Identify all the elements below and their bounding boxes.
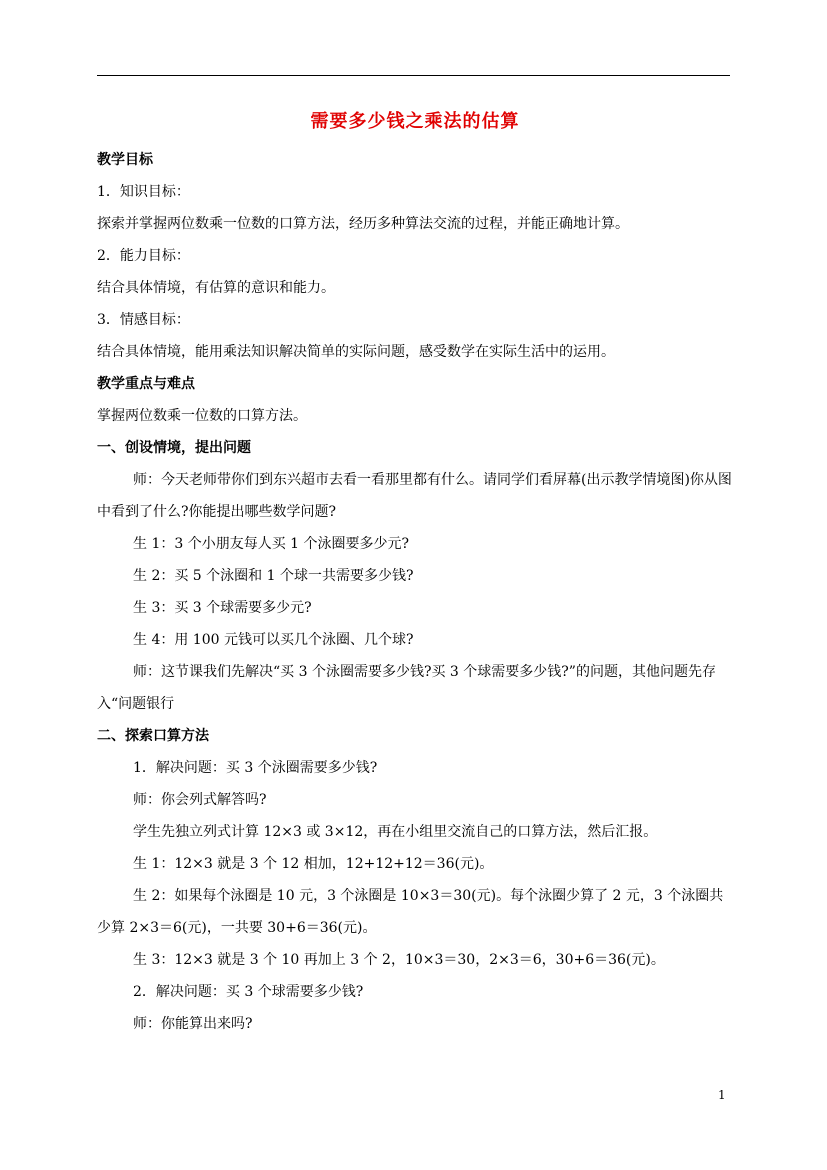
- part-2-heading: 二、探索口算方法: [97, 728, 209, 744]
- document-body: [97, 100, 733, 1040]
- teacher-paragraph-1: 师：今天老师带你们到东兴超市去看一看那里都有什么。请同学们看屏幕(出示教学情境图)你从图中看到了什么?你能提出哪些数学问题?: [97, 472, 732, 520]
- objectives-heading: 教学目标: [97, 152, 153, 168]
- key-points-heading: 教学重点与难点: [97, 376, 195, 392]
- header-rule: [97, 75, 730, 76]
- student-1-question: 生 1：3 个小朋友每人买 1 个泳圈要多少元?: [133, 536, 410, 552]
- teacher-line-3: 师：你能算出来吗?: [133, 1016, 253, 1032]
- page-number: 1: [718, 1088, 726, 1102]
- problem-2: 2．解决问题：买 3 个球需要多少钱?: [133, 984, 364, 1000]
- student-2-question: 生 2：买 5 个泳圈和 1 个球一共需要多少钱?: [133, 568, 414, 584]
- document-title: 需要多少钱之乘法的估算: [310, 111, 520, 132]
- objective-2-label: 2．能力目标：: [97, 248, 190, 264]
- student-answer-3: 生 3：12×3 就是 3 个 10 再加上 3 个 2，10×3＝30，2×3＝6，30+6＝36(元)。: [133, 952, 665, 968]
- objective-1-text: 探索并掌握两位数乘一位数的口算方法，经历多种算法交流的过程，并能正确地计算。: [97, 216, 629, 232]
- part-1-heading: 一、创设情境，提出问题: [97, 440, 251, 456]
- objective-3-label: 3．情感目标：: [97, 312, 190, 328]
- key-points-text: 掌握两位数乘一位数的口算方法。: [97, 408, 307, 424]
- problem-1: 1．解决问题：买 3 个泳圈需要多少钱?: [133, 760, 378, 776]
- student-answer-2: 生 2：如果每个泳圈是 10 元，3 个泳圈是 10×3＝30(元)。每个泳圈少算了 2 元，3 个泳圈共少算 2×3＝6(元)，一共要 30+6＝36(元)。: [97, 888, 724, 936]
- student-answer-1: 生 1：12×3 就是 3 个 12 相加，12+12+12＝36(元)。: [133, 856, 494, 872]
- student-3-question: 生 3：买 3 个球需要多少元?: [133, 600, 312, 616]
- teacher-paragraph-2: 师：这节课我们先解决“买 3 个泳圈需要多少钱?买 3 个球需要多少钱?”的问题，其他问题先存入“问题银行: [97, 664, 716, 712]
- objective-1-label: 1．知识目标：: [97, 184, 190, 200]
- teacher-line-1: 师：你会列式解答吗?: [133, 792, 267, 808]
- student-4-question: 生 4：用 100 元钱可以买几个泳圈、几个球?: [133, 632, 414, 648]
- objective-2-text: 结合具体情境，有估算的意识和能力。: [97, 280, 335, 296]
- teacher-line-2: 学生先独立列式计算 12×3 或 3×12，再在小组里交流自己的口算方法，然后汇报。: [133, 824, 658, 840]
- objective-3-text: 结合具体情境，能用乘法知识解决简单的实际问题，感受数学在实际生活中的运用。: [97, 344, 615, 360]
